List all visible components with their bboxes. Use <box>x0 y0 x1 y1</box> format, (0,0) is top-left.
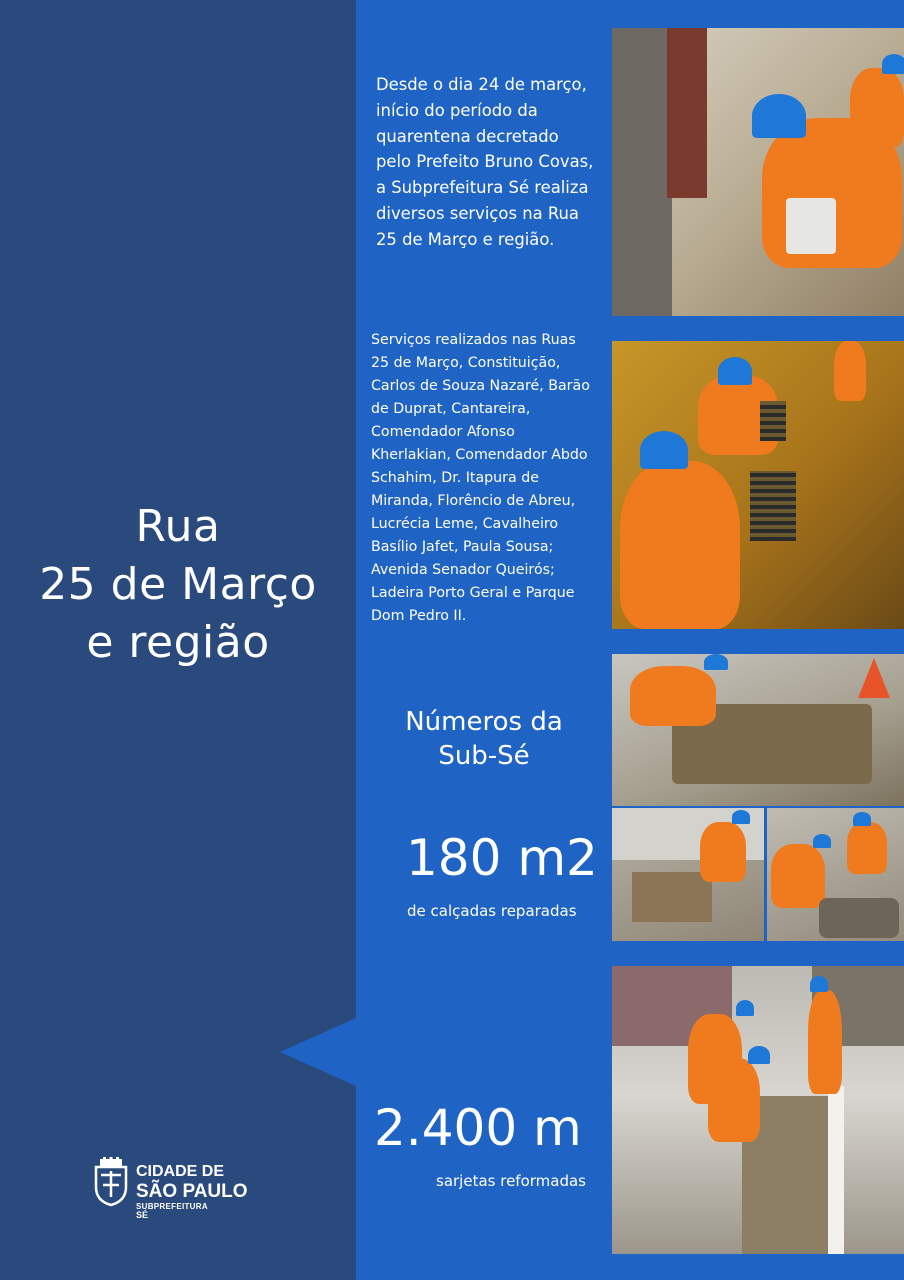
intro-paragraph: Desde o dia 24 de março, início do período da quarentena decretado pelo Prefeito Bruno Covas, a Subprefeitura Sé realiza diversos serviços na Rua 25 de Março e região. <box>376 75 594 249</box>
numbers-heading-line-1: Números da <box>405 707 563 737</box>
worker-kneeling-sidewalk-photo <box>612 808 764 941</box>
sidewalk-stat-value: 180 m2 <box>406 829 598 887</box>
title-line-2: 25 de Março <box>39 559 317 610</box>
panel-arrow-notch <box>280 1018 356 1086</box>
workers-breaking-pavement-photo <box>767 808 904 941</box>
page-title <box>0 498 356 672</box>
logo-line-subprefeitura: SUBPREFEITURA <box>136 1202 208 1211</box>
numbers-heading <box>371 705 597 773</box>
logo-line-cidade-de: CIDADE DE <box>136 1163 225 1180</box>
city-crest-icon <box>92 1157 130 1207</box>
worker-laying-sidewalk-tiles-photo <box>612 654 904 806</box>
logo-line-se: SÉ <box>136 1210 149 1220</box>
sidewalk-stat-label: de calçadas reparadas <box>407 902 577 920</box>
numbers-heading-line-2: Sub-Sé <box>438 741 530 771</box>
title-line-3: e região <box>86 617 270 668</box>
workers-repairing-gutter-street-photo <box>612 966 904 1254</box>
title-line-1: Rua <box>135 501 221 552</box>
logo-line-sao-paulo: SÃO PAULO <box>136 1181 248 1202</box>
gutter-stat-label: sarjetas reformadas <box>436 1172 586 1190</box>
workers-installing-drain-grate-photo <box>612 341 904 629</box>
prefeitura-sao-paulo-logo <box>92 1157 262 1220</box>
services-paragraph: Serviços realizados nas Ruas 25 de Março, Constituição, Carlos de Souza Nazaré, Barão de Duprat, Cantareira, Comendador Afonso Kherlakian, Comendador Abdo Schahim, Dr. Itapura de Miranda, Florêncio de Abreu, Lucrécia Leme, Cavalheiro Basílio Jafet, Paula Sousa; Avenida Senador Queirós; Ladeira Porto Geral e Parque Dom Pedro II. <box>371 332 590 624</box>
gutter-stat-value: 2.400 m <box>374 1099 582 1157</box>
worker-repairing-sidewalk-photo <box>612 28 904 316</box>
